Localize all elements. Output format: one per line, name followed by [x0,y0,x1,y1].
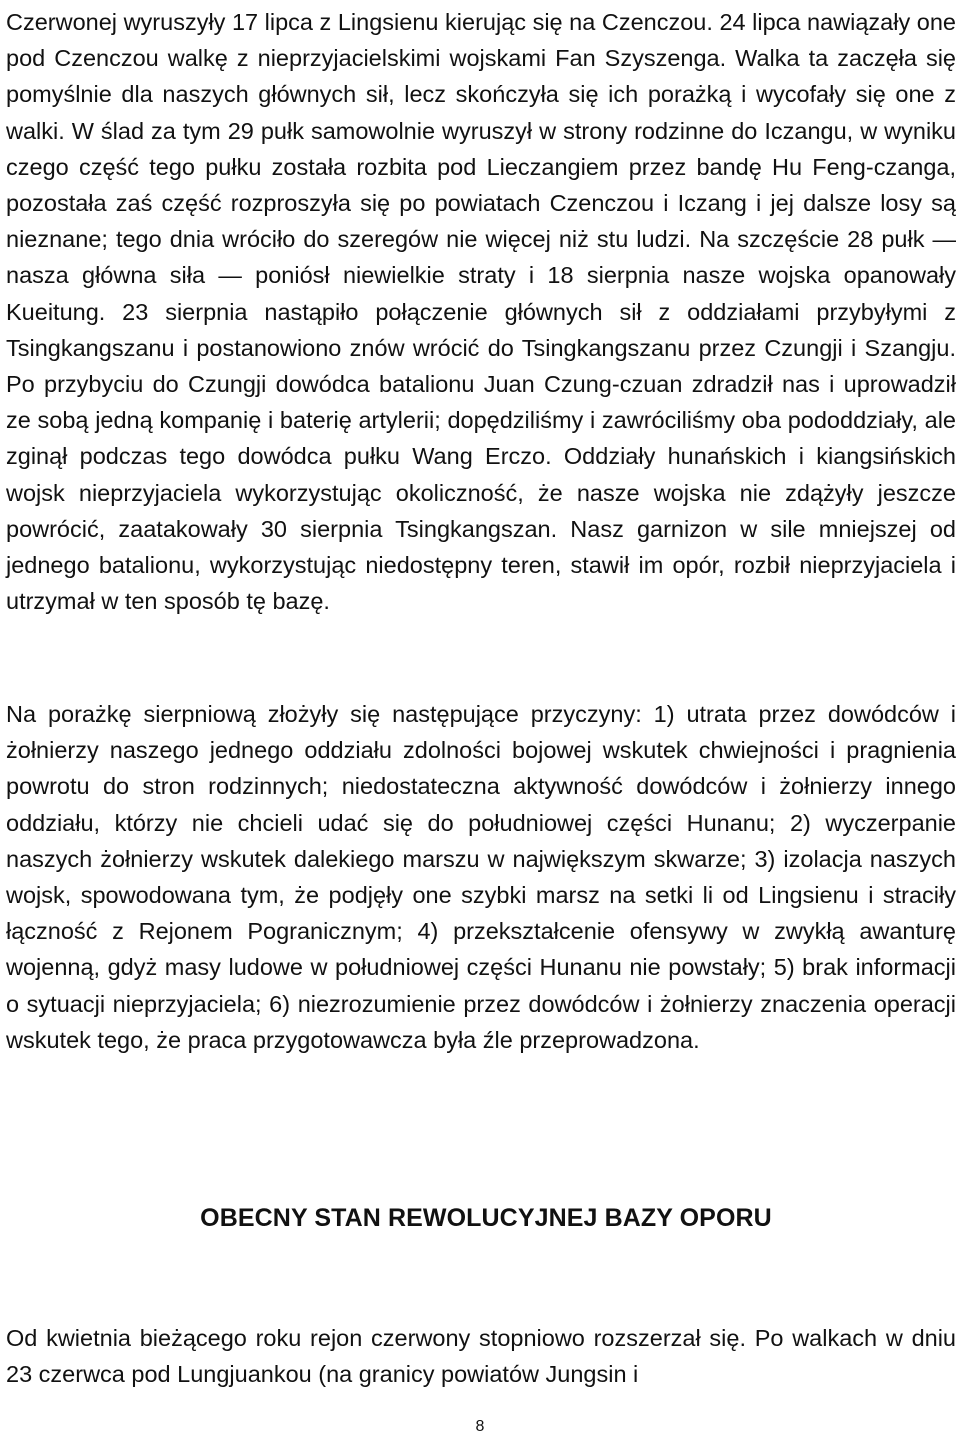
document-page [6,0,956,1440]
paragraph-base-status: Od kwietnia bieżącego roku rejon czerwony stopniowo rozszerzał się. Po walkach w dniu 23 czerwca pod Lungjuankou (na granicy powiatów Jungsin i [6,1325,956,1388]
section-heading: OBECNY STAN REWOLUCYJNEJ BAZY OPORU [200,1204,772,1232]
paragraph-defeat-causes: Na porażkę sierpniową złożyły się następujące przyczyny: 1) utrata przez dowódców i żołnierzy naszego jednego oddziału zdolności bojowej wskutek chwiejności i pragnienia powrotu do stron rodzinnych; niedostateczna aktywność dowódców i żołnierzy innego oddziału, którzy nie chcieli udać się do południowej części Hunanu; 2) wyczerpanie naszych żołnierzy wskutek dalekiego marszu w największym skwarze; 3) izolacja naszych wojsk, spowodowana tym, że podjęły one szybki marsz na setki li od Lingsienu i straciły łączność z Rejonem Pogranicznym; 4) przekształcenie ofensywy w zwykłą awanturę wojenną, gdyż masy ludowe w południowej części Hunanu nie powstały; 5) brak informacji o sytuacji nieprzyjaciela; 6) niezrozumienie przez dowódców i żołnierzy znaczenia operacji wskutek tego, że praca przygotowawcza była źle przeprowadzona. [6,701,956,1053]
paragraph-august-campaign: Czerwonej wyruszyły 17 lipca z Lingsienu kierując się na Czenczou. 24 lipca nawiązały one pod Czenczou walkę z nieprzyjacielskimi wojskami Fan Szyszenga. Walka ta zaczęła się pomyślnie dla naszych głównych sił, lecz skończyła się ich porażką i wycofały się one z walki. W ślad za tym 29 pułk samowolnie wyruszył w strony rodzinne do Iczangu, w wyniku czego część tego pułku została rozbita pod Lieczangiem przez bandę Hu Feng-czanga, pozostała zaś część rozproszyła się po powiatach Czenczou i Iczang i jej dalsze losy są nieznane; tego dnia wróciło do szeregów nie więcej niż stu ludzi. Na szczęście 28 pułk — nasza główna siła — poniósł niewielkie straty i 18 sierpnia nasze wojska opanowały Kueitung. 23 sierpnia nastąpiło połączenie głównych sił z oddziałami przybyłymi z Tsingkangszanu i postanowiono znów wrócić do Tsingkangszanu przez Czungji i Szangju. Po przybyciu do Czungji dowódca batalionu Juan Czung-czuan zdradził nas i uprowadził ze sobą jedną kompanię i baterię artylerii; dopędziliśmy i zawróciliśmy oba pododdziały, ale zginął podczas tego dowódca pułku Wang Erczo. Oddziały hunańskich i kiangsińskich wojsk nieprzyjaciela wykorzystując okoliczność, że nasze wojska nie zdążyły jeszcze powrócić, zaatakowały 30 sierpnia Tsingkangszan. Nasz garnizon w sile mniejszej od jednego batalionu, wykorzystując niedostępny teren, stawił im opór, rozbił nieprzyjaciela i utrzymał w ten sposób tę bazę. [6,9,956,615]
page-number: 8 [475,1418,485,1435]
